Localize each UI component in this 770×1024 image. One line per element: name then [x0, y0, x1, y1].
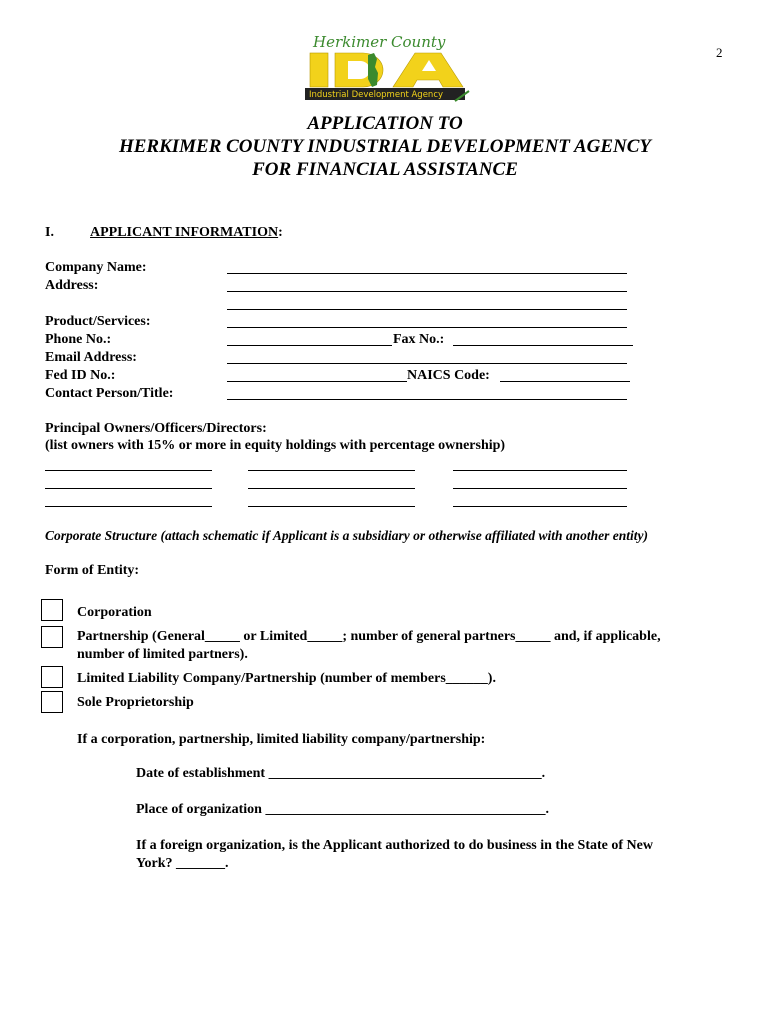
phone-label: Phone No.: — [45, 332, 112, 347]
llc-label: Limited Liability Company/Partnership (number of members______). — [77, 671, 496, 686]
owners-note: (list owners with 15% or more in equity holdings with percentage ownership) — [45, 438, 506, 453]
page-number: 2 — [716, 45, 723, 60]
email-label: Email Address: — [45, 350, 137, 365]
phone-field[interactable] — [227, 345, 392, 346]
foreign-organization-line-1: If a foreign organization, is the Applicant authorized to do business in the State of New — [136, 838, 653, 853]
partnership-label-2: number of limited partners). — [77, 647, 248, 662]
owners-heading: Principal Owners/Officers/Directors: — [45, 421, 267, 436]
foreign-organization-line-2: York? _______. — [136, 856, 229, 871]
company-name-field[interactable] — [227, 273, 627, 274]
form-of-entity-label: Form of Entity: — [45, 563, 140, 578]
contact-field[interactable] — [227, 399, 627, 400]
logo-tagline: Industrial Development Agency — [309, 90, 444, 100]
contact-label: Contact Person/Title: — [45, 386, 174, 401]
fax-label: Fax No.: — [393, 332, 445, 347]
product-services-field[interactable] — [227, 327, 627, 328]
title-line-3: FOR FINANCIAL ASSISTANCE — [252, 159, 518, 180]
owner-field-3c[interactable] — [453, 506, 627, 507]
section-heading — [90, 224, 283, 242]
section-heading-colon: : — [278, 225, 283, 240]
llc-checkbox[interactable] — [41, 666, 63, 688]
fed-id-field[interactable] — [227, 381, 407, 382]
place-of-organization: Place of organization ________________________________________. — [136, 802, 549, 817]
partnership-label-1: Partnership (General_____ or Limited_____; number of general partners_____ and, if applicable, — [77, 629, 661, 644]
partnership-checkbox[interactable] — [41, 626, 63, 648]
product-services-label: Product/Services: — [45, 314, 151, 329]
section-number: I. — [45, 225, 54, 240]
corporation-label: Corporation — [77, 605, 152, 620]
if-corporation-text: If a corporation, partnership, limited liability company/partnership: — [77, 732, 486, 747]
fax-field[interactable] — [453, 345, 633, 346]
owner-field-2c[interactable] — [453, 488, 627, 489]
address-field-2[interactable] — [227, 309, 627, 310]
section-heading-text: APPLICANT INFORMATION — [90, 225, 279, 240]
address-field-1[interactable] — [227, 291, 627, 292]
naics-field[interactable] — [500, 381, 630, 382]
owner-field-2a[interactable] — [45, 488, 212, 489]
ida-logo-graphic — [305, 33, 475, 105]
logo-script-text: Herkimer County — [313, 33, 446, 51]
title-line-2: HERKIMER COUNTY INDUSTRIAL DEVELOPMENT AGENCY — [118, 136, 652, 157]
sole-proprietorship-checkbox[interactable] — [41, 691, 63, 713]
owner-field-1c[interactable] — [453, 470, 627, 471]
title-line-1: APPLICATION TO — [307, 113, 463, 134]
corporation-checkbox[interactable] — [41, 599, 63, 621]
email-field[interactable] — [227, 363, 627, 364]
owner-field-2b[interactable] — [248, 488, 415, 489]
corporate-structure-text: Corporate Structure (attach schematic if Applicant is a subsidiary or otherwise affiliated with another entity) — [45, 528, 649, 543]
owner-field-3a[interactable] — [45, 506, 212, 507]
date-of-establishment: Date of establishment _______________________________________. — [136, 766, 546, 781]
company-name-label: Company Name: — [45, 260, 147, 275]
naics-label: NAICS Code: — [407, 368, 490, 383]
owner-field-1b[interactable] — [248, 470, 415, 471]
owner-field-1a[interactable] — [45, 470, 212, 471]
owner-field-3b[interactable] — [248, 506, 415, 507]
sole-proprietorship-label: Sole Proprietorship — [77, 695, 194, 710]
address-label: Address: — [45, 278, 99, 293]
agency-logo — [305, 33, 475, 105]
fed-id-label: Fed ID No.: — [45, 368, 116, 383]
